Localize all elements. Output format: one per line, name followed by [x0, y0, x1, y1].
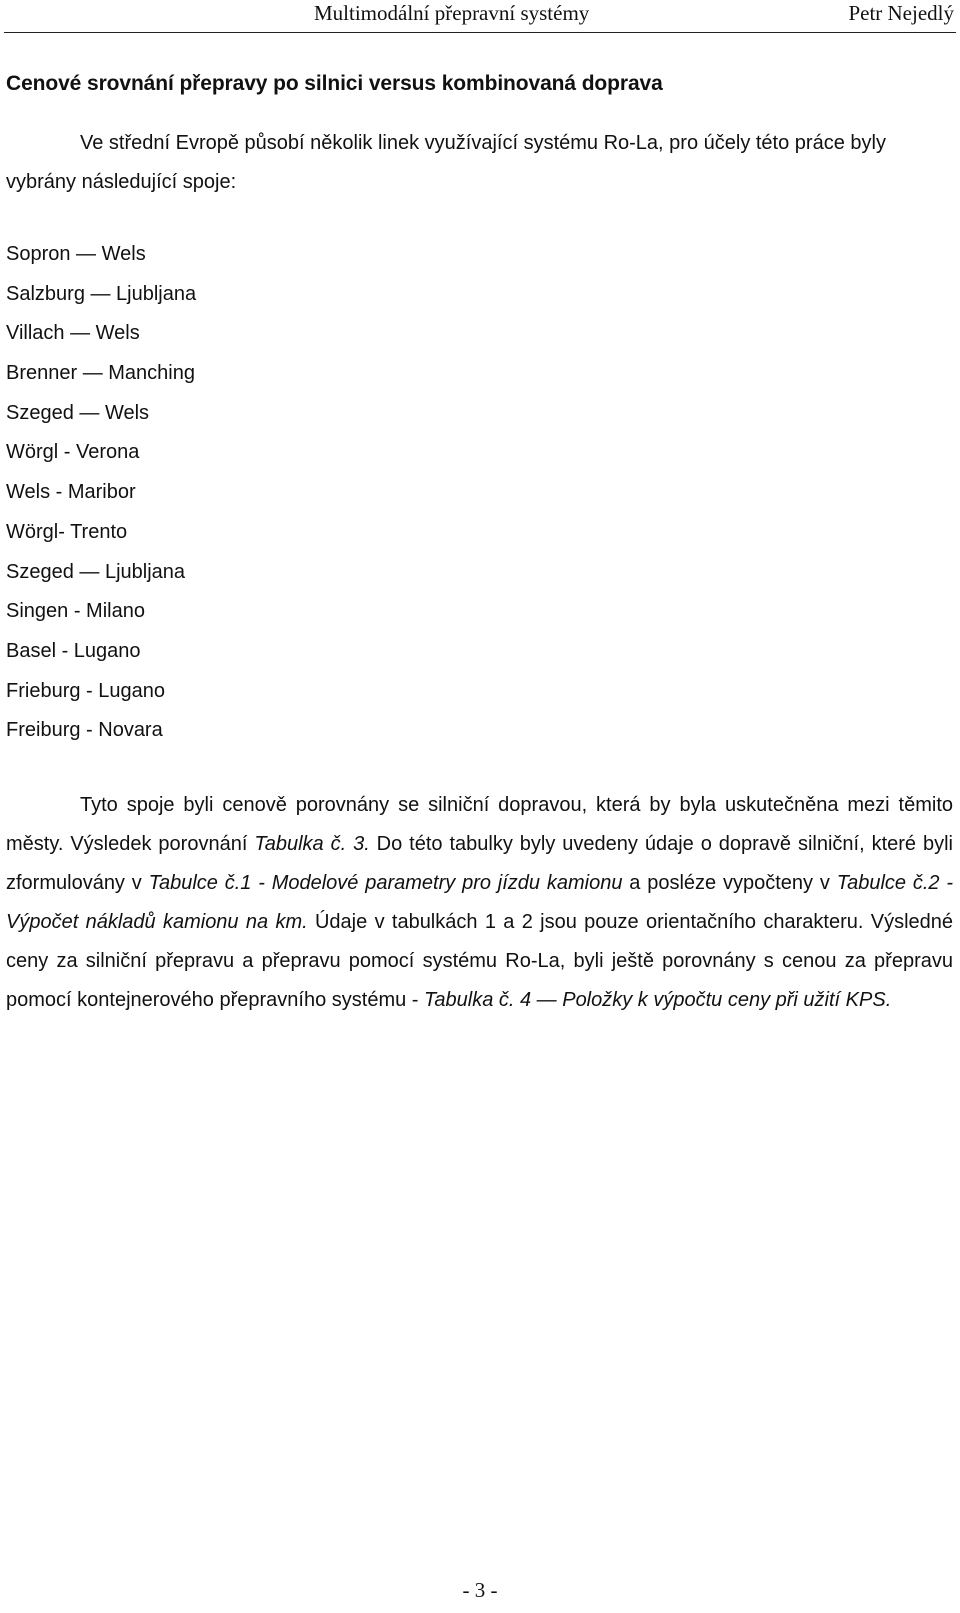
route-item: Szeged — Ljubljana	[6, 560, 186, 583]
route-item: Singen - Milano	[6, 600, 145, 623]
route-item: Szeged — Wels	[6, 401, 150, 424]
paragraph-text: Tyto spoje byli cenově porovnány se silniční dopravou, která by byla uskutečněna mezi těmito městy. Výsledek porovnání	[6, 794, 953, 855]
author-name: Petr Nejedlý	[848, 1, 954, 25]
table-reference: Tabulka č. 4 — Položky k výpočtu ceny při užití KPS.	[424, 989, 892, 1011]
route-list	[6, 242, 196, 758]
route-item: Brenner — Manching	[6, 362, 195, 385]
intro-paragraph	[6, 124, 946, 202]
paragraph-text: Údaje v tabulkách 1 a 2 jsou pouze orientačního charakteru. Výsledné ceny za silniční přepravu a přepravu pomocí systému Ro-La, byli ještě porovnány s cenou za přepravu pomocí kontejnerového přepravního systému -	[6, 911, 954, 1011]
route-item: Villach — Wels	[6, 322, 140, 345]
route-item: Basel - Lugano	[6, 639, 141, 662]
paragraph-text: a posléze vypočteny v	[622, 872, 837, 894]
route-item: Salzburg — Ljubljana	[6, 282, 197, 305]
route-item: Frieburg - Lugano	[6, 679, 165, 702]
table-reference: Tabulce č.2 - Výpočet nákladů kamionu na km.	[6, 872, 953, 933]
table-reference: Tabulka č. 3.	[254, 833, 370, 855]
paragraph-text: Do této tabulky byly uvedeny údaje o dopravě silniční, které byli zformulovány v	[6, 833, 953, 894]
table-reference: Tabulce č.1 - Modelové parametry pro jízdu kamionu	[148, 872, 623, 894]
page-number: - 3 -	[462, 1578, 498, 1602]
route-item: Freiburg - Novara	[6, 719, 163, 742]
header-rule	[4, 32, 956, 33]
comparison-paragraph	[6, 786, 953, 1020]
section-heading: Cenové srovnání přepravy po silnici versus kombinovaná doprava	[6, 72, 663, 95]
intro-text: Ve střední Evropě působí několik linek využívající systému Ro-La, pro účely této práce byly vybrány následující spoje:	[6, 132, 886, 193]
page-header	[0, 0, 960, 30]
route-item: Wörgl- Trento	[6, 520, 128, 543]
route-item: Wels - Maribor	[6, 481, 136, 504]
route-item: Wörgl - Verona	[6, 441, 140, 464]
document-title: Multimodální přepravní systémy	[314, 1, 590, 25]
route-item: Sopron — Wels	[6, 243, 146, 265]
